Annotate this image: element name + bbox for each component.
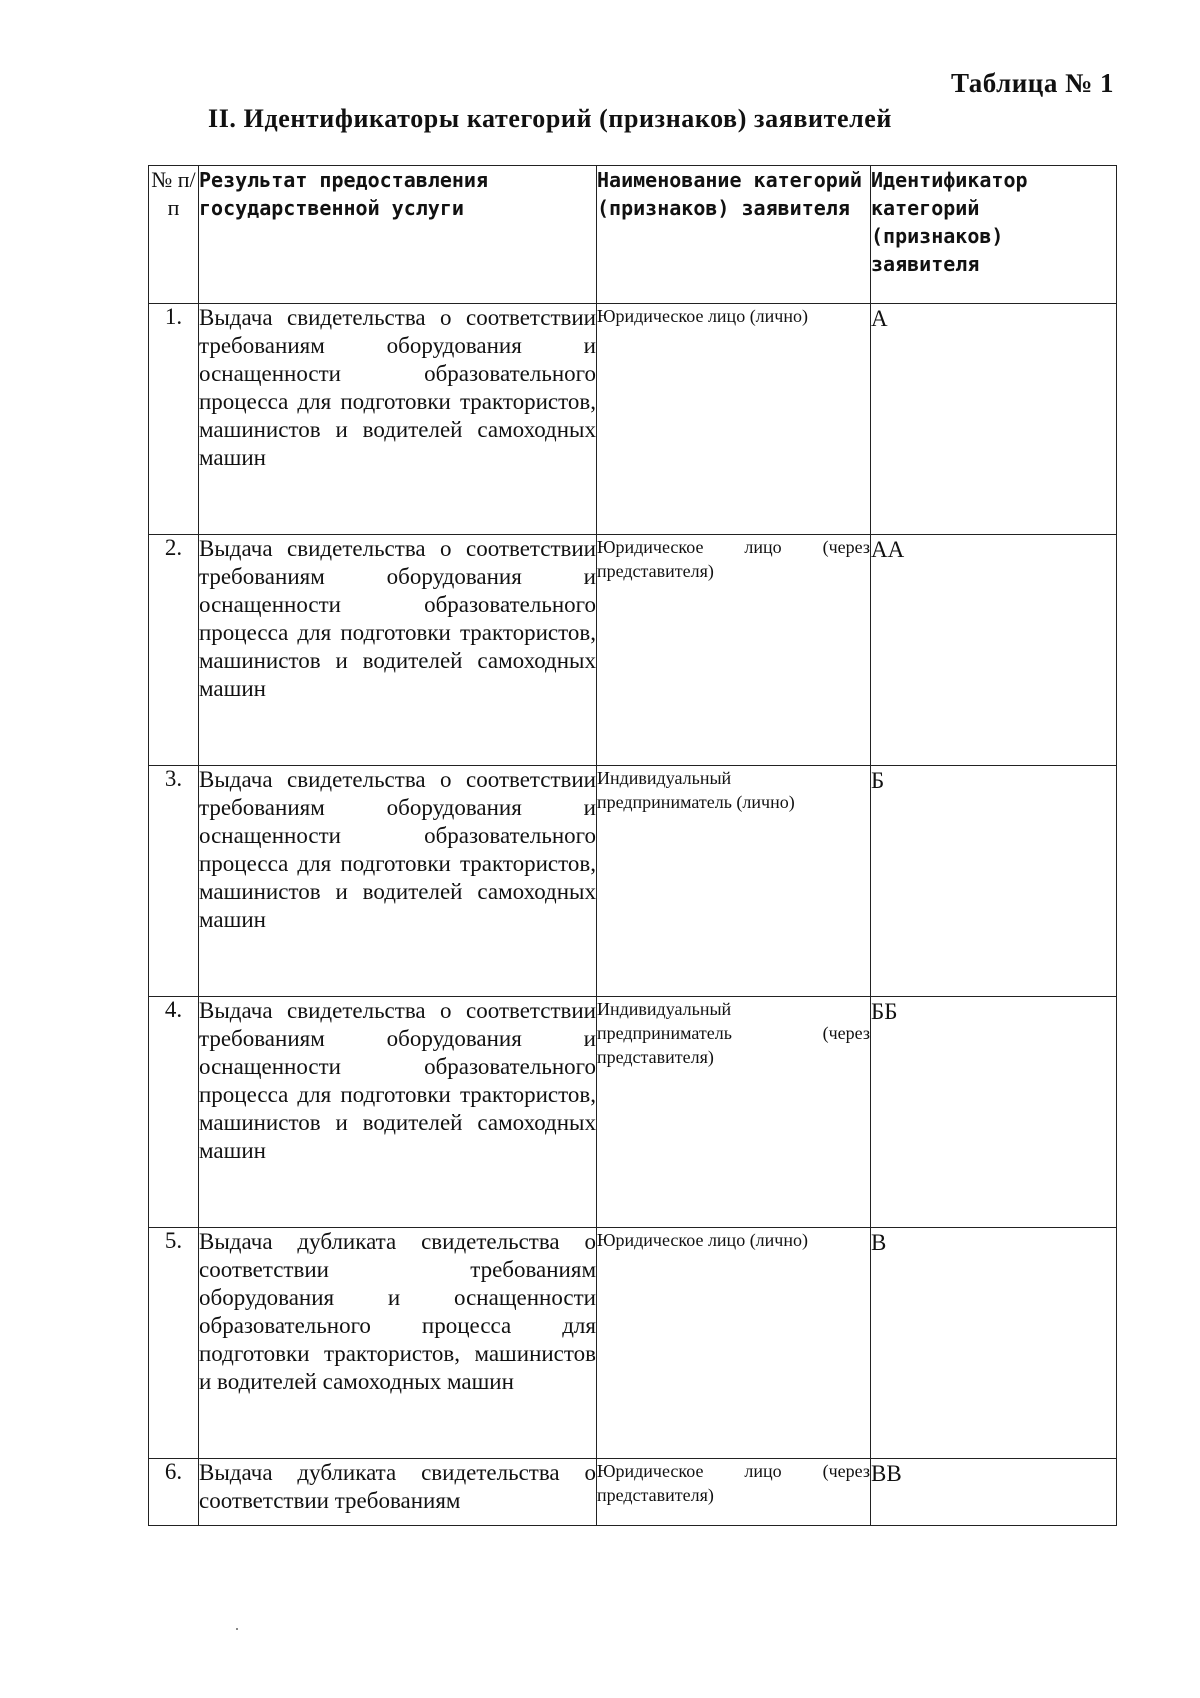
row-identifier: АА <box>871 535 1117 766</box>
row-identifier: ББ <box>871 997 1117 1228</box>
row-result: Выдача свидетельства о соответствии требованиям оборудования и оснащенности образовательного процесса для подготовки трактористов, машинистов и водителей самоходных машин <box>199 766 597 997</box>
identifiers-table <box>148 165 1117 1526</box>
row-identifier: А <box>871 304 1117 535</box>
row-number: 2. <box>149 535 199 766</box>
row-result: Выдача дубликата свидетельства о соответствии требованиям оборудования и оснащенности образовательного процесса для подготовки трактористов, машинистов и водителей самоходных машин <box>199 1228 597 1459</box>
row-category: Индивидуальный предприниматель (через представителя) <box>597 997 871 1228</box>
row-result: Выдача свидетельства о соответствии требованиям оборудования и оснащенности образовательного процесса для подготовки трактористов, машинистов и водителей самоходных машин <box>199 535 597 766</box>
scan-speck <box>236 1628 238 1630</box>
table-row <box>149 1459 1117 1526</box>
table-row <box>149 304 1117 535</box>
row-number: 4. <box>149 997 199 1228</box>
row-identifier: В <box>871 1228 1117 1459</box>
table-row <box>149 1228 1117 1459</box>
row-result: Выдача свидетельства о соответствии требованиям оборудования и оснащенности образовательного процесса для подготовки трактористов, машинистов и водителей самоходных машин <box>199 997 597 1228</box>
row-number: 1. <box>149 304 199 535</box>
row-result: Выдача свидетельства о соответствии требованиям оборудования и оснащенности образовательного процесса для подготовки трактористов, машинистов и водителей самоходных машин <box>199 304 597 535</box>
table-row <box>149 997 1117 1228</box>
row-category: Юридическое лицо (через представителя) <box>597 1459 871 1526</box>
row-category: Юридическое лицо (через представителя) <box>597 535 871 766</box>
column-header-category-name: Наименование категорий (признаков) заявителя <box>597 166 871 304</box>
row-identifier: Б <box>871 766 1117 997</box>
column-header-result: Результат предоставления государственной услуги <box>199 166 597 304</box>
column-header-number: № п/п <box>149 166 199 304</box>
column-header-category-identifier: Идентификатор категорий (признаков) заявителя <box>871 166 1117 304</box>
row-number: 3. <box>149 766 199 997</box>
table-row <box>149 766 1117 997</box>
table-header-row <box>149 166 1117 304</box>
row-category: Индивидуальный предприниматель (лично) <box>597 766 871 997</box>
row-category: Юридическое лицо (лично) <box>597 304 871 535</box>
row-identifier: ВВ <box>871 1459 1117 1526</box>
table-row <box>149 535 1117 766</box>
row-category: Юридическое лицо (лично) <box>597 1228 871 1459</box>
document-title: II. Идентификаторы категорий (признаков) заявителей <box>208 104 893 133</box>
row-number: 6. <box>149 1459 199 1526</box>
row-number: 5. <box>149 1228 199 1459</box>
row-result: Выдача дубликата свидетельства о соответствии требованиям <box>199 1459 597 1526</box>
table-number: Таблица № 1 <box>950 68 1114 98</box>
